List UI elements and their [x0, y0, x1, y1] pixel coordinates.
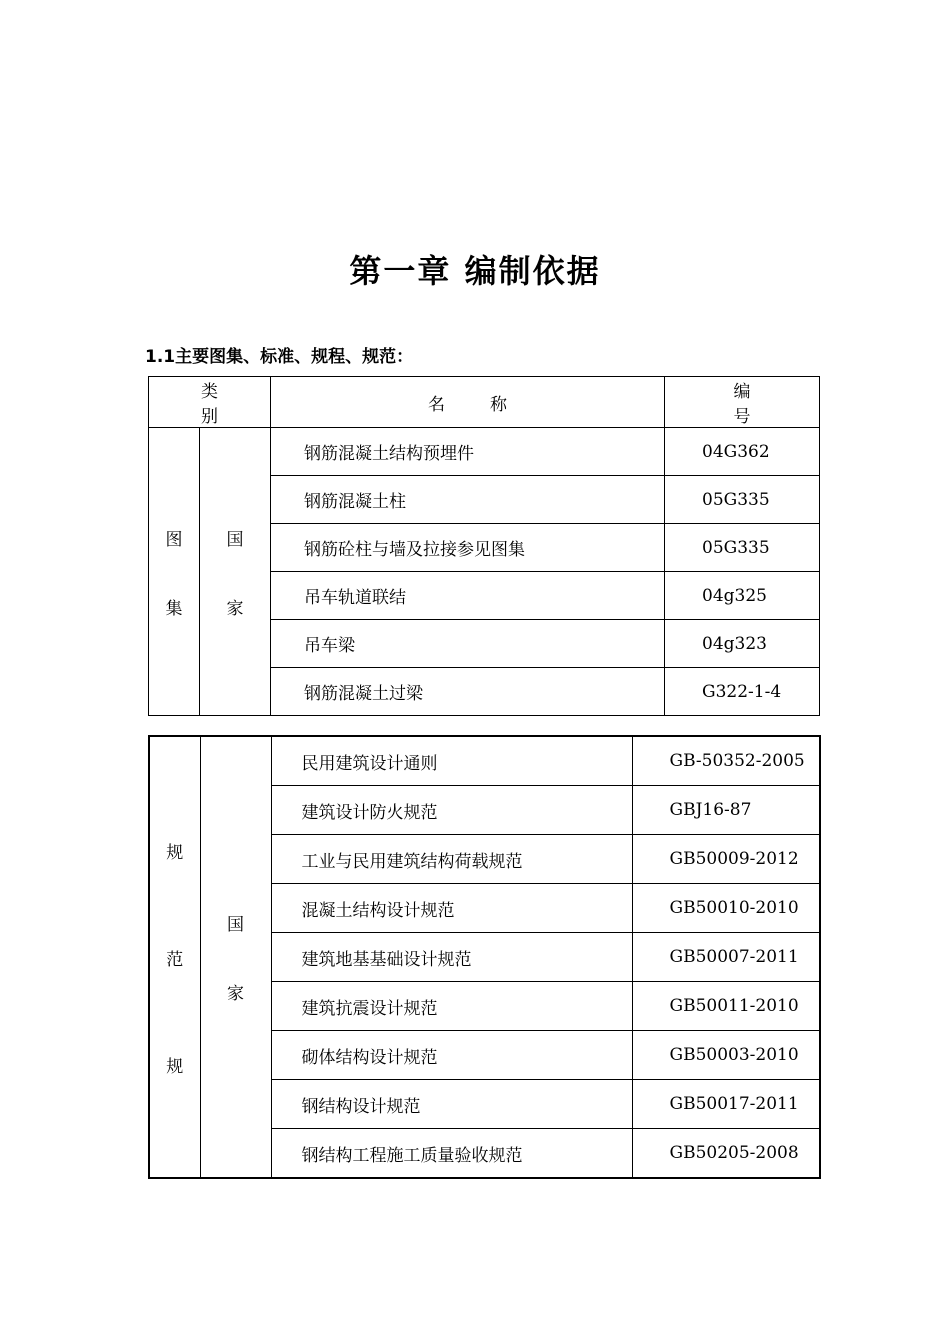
row-code: 04G362	[665, 428, 820, 476]
row-name: 混凝土结构设计规范	[271, 884, 632, 933]
header-name: 名称	[271, 377, 665, 428]
row-code: GBJ16-87	[632, 786, 820, 835]
row-name: 建筑地基基础设计规范	[271, 933, 632, 982]
row-code: GB50205-2008	[632, 1129, 820, 1179]
standards-table	[148, 735, 821, 1179]
scope-char: 国	[226, 529, 244, 550]
atlas-table	[148, 376, 820, 716]
row-name: 钢筋混凝土结构预埋件	[271, 428, 665, 476]
category-char: 规	[166, 842, 184, 863]
row-name: 砌体结构设计规范	[271, 1031, 632, 1080]
row-code: GB50009-2012	[632, 835, 820, 884]
category-char: 范	[166, 949, 184, 970]
section-heading: 1.1主要图集、标准、规程、规范：	[145, 347, 414, 367]
scope-char: 家	[226, 598, 244, 619]
category-char: 规	[166, 1056, 184, 1077]
table-row	[149, 428, 820, 476]
row-name: 钢筋混凝土柱	[271, 476, 665, 524]
row-name: 钢筋砼柱与墙及拉接参见图集	[271, 524, 665, 572]
scope-cell	[200, 736, 271, 1178]
row-code: GB50017-2011	[632, 1080, 820, 1129]
category-cell	[149, 736, 200, 1178]
row-name: 民用建筑设计通则	[271, 736, 632, 786]
header-code: 编号	[665, 377, 820, 428]
header-category: 类别	[149, 377, 271, 428]
row-code: GB50010-2010	[632, 884, 820, 933]
category-char: 集	[165, 598, 183, 619]
page-title: 第一章 编制依据	[349, 252, 601, 290]
row-name: 建筑抗震设计规范	[271, 982, 632, 1031]
row-code: GB50003-2010	[632, 1031, 820, 1080]
row-code: 04g325	[665, 572, 820, 620]
row-code: GB50007-2011	[632, 933, 820, 982]
row-name: 建筑设计防火规范	[271, 786, 632, 835]
row-name: 工业与民用建筑结构荷载规范	[271, 835, 632, 884]
row-name: 钢结构设计规范	[271, 1080, 632, 1129]
row-code: 04g323	[665, 620, 820, 668]
row-name: 钢筋混凝土过梁	[271, 668, 665, 716]
row-name: 吊车轨道联结	[271, 572, 665, 620]
row-name: 吊车梁	[271, 620, 665, 668]
row-code: GB-50352-2005	[632, 736, 820, 786]
category-char: 图	[165, 529, 183, 550]
scope-char: 家	[227, 984, 244, 1004]
table-row	[149, 736, 820, 786]
scope-cell	[200, 428, 271, 716]
table-header-row	[149, 377, 820, 428]
category-cell	[149, 428, 200, 716]
row-name: 钢结构工程施工质量验收规范	[271, 1129, 632, 1179]
row-code: G322-1-4	[665, 668, 820, 716]
scope-char: 国	[227, 915, 244, 935]
row-code: 05G335	[665, 476, 820, 524]
row-code: GB50011-2010	[632, 982, 820, 1031]
row-code: 05G335	[665, 524, 820, 572]
